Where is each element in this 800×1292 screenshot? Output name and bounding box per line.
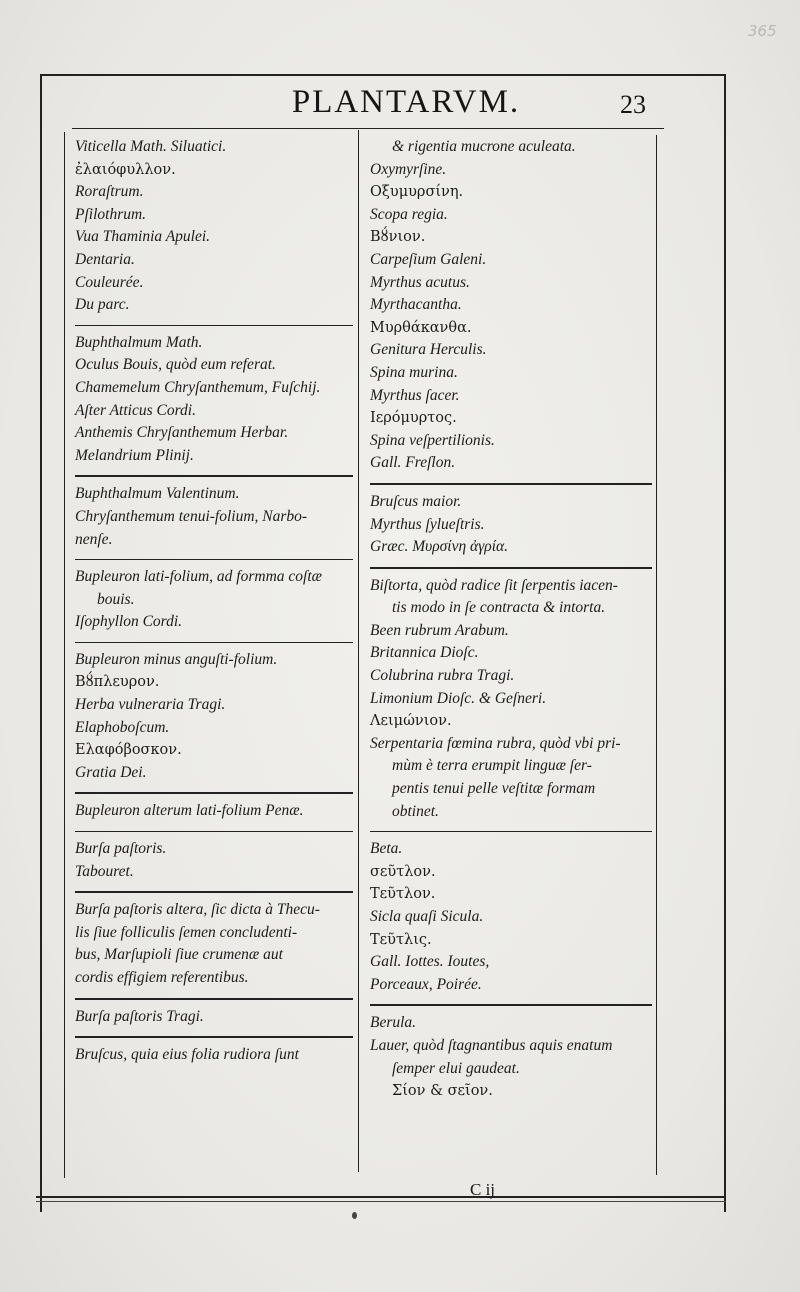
entry-line: Couleurée. xyxy=(75,273,144,291)
entry-bistorta xyxy=(370,575,652,824)
entry-line: Bupleuron alterum lati-folium Penæ. xyxy=(75,802,304,820)
entry-separator xyxy=(75,1036,353,1038)
entry-line: Ελαφόβοσκον. xyxy=(75,742,182,759)
entry-line: obtinet. xyxy=(392,802,439,820)
entry-line: Myrthacantha. xyxy=(370,296,462,314)
entry-separator xyxy=(75,325,353,326)
bottom-rule-thin xyxy=(36,1201,726,1202)
entry-bruscus-maior xyxy=(370,491,652,559)
entry-line: mùm è terra erumpit linguæ ſer- xyxy=(392,757,592,775)
entry-berula xyxy=(370,1012,652,1102)
entry-line: Melandrium Plinij. xyxy=(75,446,194,464)
right-column-rule xyxy=(656,135,657,1175)
entry-line: Pſilothrum. xyxy=(75,205,147,223)
entry-bursa-pastoris-altera xyxy=(75,899,353,989)
bottom-rule xyxy=(36,1196,726,1198)
entry-line: Bupleuron lati-folium, ad formma coſtæ xyxy=(75,568,322,586)
entry-bupleuron-minus xyxy=(75,649,353,785)
entry-line: Limonium Dioſc. & Geſneri. xyxy=(370,689,547,707)
entry-line: Βȣ́πλευρον. xyxy=(75,674,160,691)
entry-line: Genitura Herculis. xyxy=(370,341,487,359)
entry-line: Elaphoboſcum. xyxy=(75,718,170,736)
header-rule xyxy=(72,128,664,129)
left-column xyxy=(75,136,353,1067)
entry-line: Gall. Iottes. Ioutes, xyxy=(370,953,490,971)
entry-separator xyxy=(75,831,353,832)
entry-bursa-pastoris-tragi xyxy=(75,1006,353,1029)
entry-line: Serpentaria fœmina rubra, quòd vbi pri- xyxy=(370,734,621,752)
entry-line: Chryſanthemum tenui-folium, Narbo- xyxy=(75,507,308,525)
entry-line: Iſophyllon Cordi. xyxy=(75,613,183,631)
entry-line: nenſe. xyxy=(75,530,113,548)
entry-line: Buphthalmum Math. xyxy=(75,333,203,351)
entry-buphthalmum-math xyxy=(75,332,353,468)
entry-bursa-pastoris xyxy=(75,838,353,883)
entry-separator xyxy=(75,475,353,477)
entry-line: Μυρθάκανθα. xyxy=(370,319,472,336)
entry-line: Myrthus ſacer. xyxy=(370,386,460,404)
entry-separator xyxy=(370,483,652,485)
entry-bupleuron-alterum xyxy=(75,800,353,823)
entry-separator xyxy=(370,567,652,569)
entry-line: Myrthus ſylueſtris. xyxy=(370,515,485,533)
entry-line: Burſa paſtoris altera, ſic dicta à Thecu- xyxy=(75,901,320,919)
entry-bruscus xyxy=(75,1044,353,1067)
entry-separator xyxy=(75,642,353,643)
entry-line: Aſter Atticus Cordi. xyxy=(75,401,196,419)
entry-line: Buphthalmum Valentinum. xyxy=(75,485,240,503)
entry-line: Gall. Freſlon. xyxy=(370,454,456,472)
entry-line: Herba vulneraria Tragi. xyxy=(75,696,226,714)
entry-bupleuron-latifolium xyxy=(75,566,353,634)
entry-line: Τεῦτλον. xyxy=(370,886,436,903)
entry-line: σεῦτλον. xyxy=(370,863,436,880)
entry-line: ſemper elui gaudeat. xyxy=(392,1059,520,1077)
ink-spot xyxy=(352,1212,357,1219)
entry-line: Chamemelum Chryſanthemum, Fuſchij. xyxy=(75,378,321,396)
entry-separator xyxy=(75,559,353,560)
entry-line: Bruſcus, quia eius folia rudiora ſunt xyxy=(75,1046,299,1064)
entry-line: Sicla quaſi Sicula. xyxy=(370,908,484,925)
entry-line: Colubrina rubra Tragi. xyxy=(370,667,515,685)
entry-line: Græc. Μυρσίνη ἀγρία. xyxy=(370,538,509,556)
entry-line: Bruſcus maior. xyxy=(370,492,462,510)
entry-line: Vua Thaminia Apulei. xyxy=(75,228,211,246)
entry-line: Lauer, quòd ſtagnantibus aquis enatum xyxy=(370,1036,613,1054)
entry-line: Burſa paſtoris. xyxy=(75,840,167,858)
entry-line: Βȣ́νιον. xyxy=(370,229,426,246)
manuscript-page-number: 365 xyxy=(748,22,777,40)
entry-line: Οξυμυρσίνη. xyxy=(370,184,464,201)
entry-line: Λειμώνιον. xyxy=(370,713,452,730)
entry-line: Anthemis Chryſanthemum Herbar. xyxy=(75,424,289,442)
entry-line: Dentaria. xyxy=(75,250,135,268)
entry-line: Oxymyrſine. xyxy=(370,160,447,178)
entry-line: pentis tenui pelle veſtitæ formam xyxy=(392,780,596,798)
entry-line: Spina veſpertilionis. xyxy=(370,431,495,449)
entry-line: Tabouret. xyxy=(75,862,134,880)
right-column xyxy=(370,136,652,1103)
entry-line: Oculus Bouis, quòd eum referat. xyxy=(75,356,276,374)
entry-line: Roraſtrum. xyxy=(75,183,144,201)
entry-line: Beta. xyxy=(370,840,403,858)
entry-line: tis modo in ſe contracta & intorta. xyxy=(392,599,606,617)
entry-line: Viticella Math. Siluatici. xyxy=(75,138,227,155)
entry-line: Biſtorta, quòd radice ſit ſerpentis iacen- xyxy=(370,576,618,594)
entry-line: Σίον & σεῖον. xyxy=(392,1083,493,1100)
entry-line: Myrthus acutus. xyxy=(370,273,470,291)
left-column-rule xyxy=(64,132,65,1178)
entry-line: Spina murina. xyxy=(370,363,458,381)
center-column-rule xyxy=(358,130,359,1172)
entry-line: Gratia Dei. xyxy=(75,763,147,781)
entry-line: Berula. xyxy=(370,1014,417,1032)
entry-line: bus, Marſupioli ſiue crumenæ aut xyxy=(75,946,283,964)
entry-viticella xyxy=(75,136,353,317)
entry-line: Carpeſium Galeni. xyxy=(370,250,487,268)
entry-separator xyxy=(370,831,652,832)
signature-mark: C ij xyxy=(470,1180,496,1199)
running-title: PLANTARVM. xyxy=(291,84,521,120)
entry-line: lis ſiue folliculis ſemen concludenti- xyxy=(75,923,298,941)
entry-separator xyxy=(75,998,353,1000)
entry-separator xyxy=(75,792,353,794)
entry-line: Scopa regia. xyxy=(370,205,448,223)
entry-line: Burſa paſtoris Tragi. xyxy=(75,1007,204,1025)
entry-line: Britannica Dioſc. xyxy=(370,644,479,662)
entry-line: Ιερόμυρτος. xyxy=(370,410,457,427)
entry-line: ἐλαιόφυλλον. xyxy=(75,161,176,178)
entry-line: Porceaux, Poirée. xyxy=(370,975,482,993)
entry-line: Du parc. xyxy=(75,296,130,314)
entry-buphthalmum-valentinum xyxy=(75,483,353,551)
entry-line: Bupleuron minus anguſti-folium. xyxy=(75,650,278,668)
entry-line: cordis effigiem referentibus. xyxy=(75,969,249,986)
entry-separator xyxy=(370,1004,652,1006)
entry-bruscus-continued xyxy=(370,136,652,475)
entry-line: & rigentia mucrone aculeata. xyxy=(392,138,576,155)
entry-line: Τεῦτλις. xyxy=(370,931,432,948)
entry-beta xyxy=(370,838,652,996)
entry-line: bouis. xyxy=(97,590,135,608)
entry-line: Been rubrum Arabum. xyxy=(370,621,509,639)
page-number: 23 xyxy=(620,90,646,119)
entry-separator xyxy=(75,891,353,893)
